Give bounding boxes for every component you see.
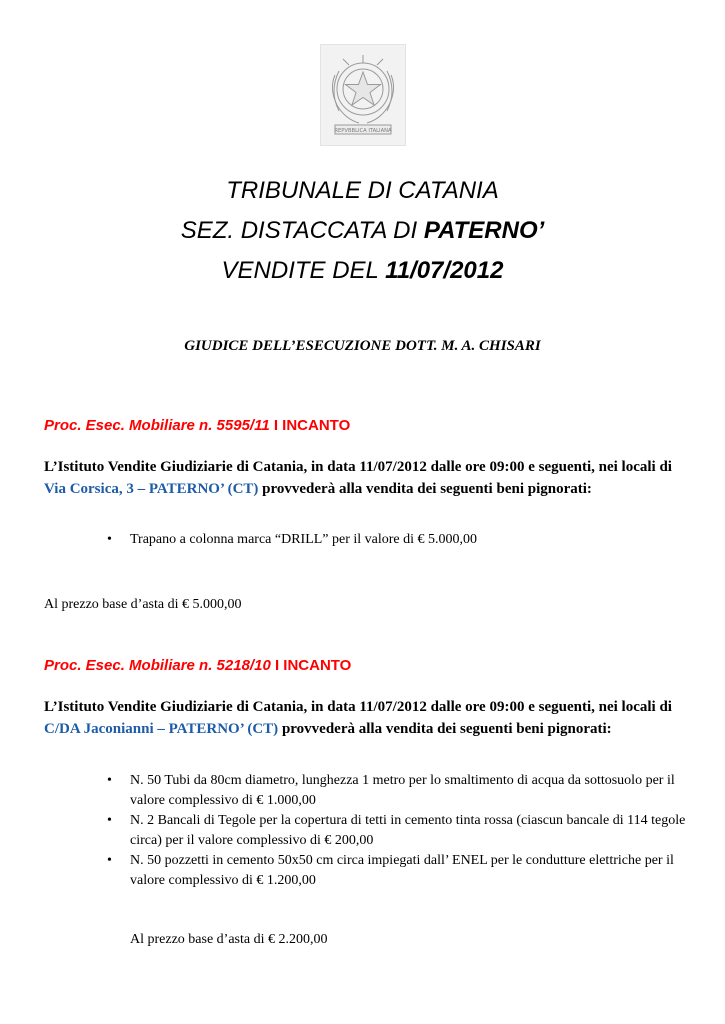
goods-list	[107, 771, 697, 891]
section-title-prefix: SEZ. DISTACCATA DI	[180, 217, 418, 244]
list-item	[107, 530, 697, 550]
base-price: Al prezzo base d’asta di € 2.200,00	[130, 932, 328, 947]
intro-text: L’Istituto Vendite Giudiziarie di Catania, in data 11/07/2012 dalle ore 09:00 e seguenti, nei locali di	[44, 459, 672, 475]
list-item-text: N. 50 Tubi da 80cm diametro, lunghezza 1 metro per lo smaltimento di acqua da sottosuolo per il valore complessivo di € 1.000,00	[130, 773, 675, 808]
bullet-icon: •	[107, 813, 112, 828]
procedure-incanto: I INCANTO	[273, 417, 351, 434]
judge-line: GIUDICE DELL’ESECUZIONE DOTT. M. A. CHISARI	[184, 338, 541, 354]
procedure-intro	[44, 456, 684, 500]
list-item	[107, 851, 697, 891]
bullet-icon: •	[107, 532, 112, 547]
bullet-icon: •	[107, 853, 112, 868]
sale-location: Via Corsica, 3 – PATERNO’ (CT)	[44, 481, 259, 497]
procedure-number: Proc. Esec. Mobiliare n. 5218/10	[44, 657, 271, 674]
court-title: TRIBUNALE DI CATANIA	[226, 177, 499, 204]
procedure-number: Proc. Esec. Mobiliare n. 5595/11	[44, 417, 270, 434]
bullet-icon: •	[107, 773, 112, 788]
sale-date-title	[0, 256, 725, 286]
section-title	[0, 216, 725, 246]
intro-text-end: provvederà alla vendita dei seguenti beni pignorati:	[281, 721, 612, 737]
italian-republic-emblem-icon	[320, 44, 406, 146]
sale-date-value: 11/07/2012	[385, 257, 504, 284]
procedure-title	[44, 416, 350, 436]
procedure-incanto: I INCANTO	[274, 657, 352, 674]
intro-text-end: provvederà alla vendita dei seguenti beni pignorati:	[262, 481, 592, 497]
procedure-title	[44, 656, 351, 676]
emblem-ribbon-text: REPVBBLICA ITALIANA	[334, 128, 392, 134]
procedure-intro	[44, 696, 684, 740]
list-item	[107, 771, 697, 811]
intro-text: L’Istituto Vendite Giudiziarie di Catania, in data 11/07/2012 dalle ore 09:00 e seguenti, nei locali di	[44, 699, 672, 715]
section-title-place: PATERNO’	[423, 217, 545, 244]
sale-date-prefix: VENDITE DEL	[221, 257, 379, 284]
list-item	[107, 811, 697, 851]
list-item-text: Trapano a colonna marca “DRILL” per il valore di € 5.000,00	[130, 532, 478, 547]
list-item-text: N. 50 pozzetti in cemento 50x50 cm circa impiegati dall’ ENEL per le condutture elettriche per il valore complessivo di € 1.200,00	[130, 853, 674, 888]
base-price: Al prezzo base d’asta di € 5.000,00	[44, 597, 242, 612]
sale-location: C/DA Jaconianni – PATERNO’ (CT)	[44, 721, 279, 737]
goods-list	[107, 530, 697, 550]
list-item-text: N. 2 Bancali di Tegole per la copertura di tetti in cemento tinta rossa (ciascun bancale di 114 tegole circa) per il valore complessivo di € 200,00	[130, 813, 686, 848]
